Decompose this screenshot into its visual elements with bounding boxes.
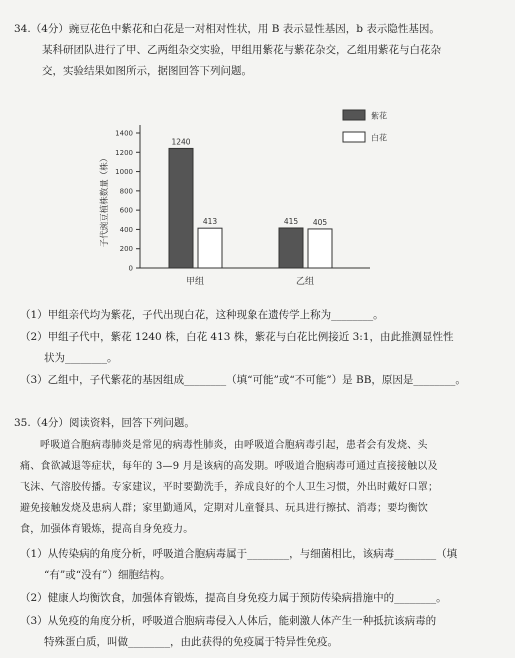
chart-legend <box>343 110 387 143</box>
q35-para-line-4: 避免接触发烧及患病人群；家里勤通风，定期对儿童餐具、玩具进行擦拭、消毒；要均衡饮 <box>20 503 428 514</box>
bar-purple <box>169 148 193 268</box>
q35-para-line-5: 食，加强体育锻炼，提高自身免疫力。 <box>20 524 194 535</box>
legend-label: 白花 <box>371 133 387 143</box>
y-tick-label: 400 <box>119 225 133 234</box>
y-tick-label: 0 <box>128 264 133 273</box>
y-tick-label: 1000 <box>115 168 133 177</box>
q35-para-line-2: 痛、食欲减退等症状，每年的 3—9 月是该病的高发期。呼吸道合胞病毒可通过直接接触以及 <box>20 461 438 472</box>
bar-white <box>198 228 222 268</box>
q34-sub-1: （1）甲组亲代均为紫花，子代出现白花，这种现象在遗传学上称为________。 <box>20 309 384 321</box>
x-tick-label: 甲组 <box>185 277 205 287</box>
bar-purple <box>279 228 303 268</box>
y-tick-label: 1400 <box>115 129 133 138</box>
q35-sub-1b: “有”或“没有”）细胞结构。 <box>44 569 171 581</box>
q35-para-line-3: 飞沫、气溶胶传播。专家建议，平时要勤洗手，养成良好的个人卫生习惯，外出时戴好口罩； <box>20 482 439 493</box>
legend-swatch <box>343 110 365 120</box>
q35-sub-3b: 特殊蛋白质，叫做________，由此获得的免疫属于特异性免疫。 <box>44 636 338 648</box>
y-tick-label: 600 <box>119 206 133 215</box>
chart-bars <box>169 137 332 268</box>
y-axis-label: 子代豌豆植株数量（株） <box>100 153 110 248</box>
q35-para-line-1: 呼吸道合胞病毒肺炎是常见的病毒性肺炎，由呼吸道合胞病毒引起，患者会有发烧、头 <box>40 440 428 451</box>
bar-value-label: 405 <box>312 217 328 227</box>
y-tick-label: 200 <box>119 245 133 254</box>
bar-chart <box>85 100 435 300</box>
q34-stem-line-2: 某科研团队进行了甲、乙两组杂交实验，甲组用紫花与紫花杂交，乙组用紫花与白花杂 <box>42 44 441 56</box>
q35-title: 35.（4分）阅读资料，回答下列问题。 <box>14 417 195 429</box>
y-tick-label: 800 <box>119 187 133 196</box>
legend-label: 紫花 <box>371 111 387 121</box>
legend-swatch <box>343 132 365 142</box>
bar-value-label: 415 <box>283 216 299 226</box>
q34-sub-2a: （2）甲组子代中，紫花 1240 株，白花 413 株，紫花与白花比例接近 3:1，由此推测显性性 <box>20 331 454 343</box>
q34-sub-3: （3）乙组中，子代紫花的基因组成________（填“可能”或“不可能”）是 BB，原因是________。 <box>20 374 466 386</box>
q34-stem-line-3: 交，实验结果如图所示，据图回答下列问题。 <box>42 65 252 77</box>
bar-value-label: 1240 <box>171 137 191 147</box>
q35-sub-3a: （3）从免疫的角度分析，呼吸道合胞病毒侵入人体后，能刺激人体产生一种抵抗该病毒的 <box>20 615 437 627</box>
y-tick-label: 1200 <box>115 148 133 157</box>
q35-sub-1a: （1）从传染病的角度分析，呼吸道合胞病毒属于________，与细菌相比，该病毒________（填 <box>20 548 458 560</box>
q34-stem-line-1: 34.（4分）豌豆花色中紫花和白花是一对相对性状，用 B 表示显性基因，b 表示隐性基因。 <box>14 23 440 35</box>
q35-sub-2: （2）健康人均衡饮食，加强体育锻炼，提高自身免疫力属于预防传染病措施中的________。 <box>20 592 447 604</box>
bar-white <box>308 229 332 268</box>
q34-sub-2b: 状为________。 <box>44 352 118 364</box>
bar-value-label: 413 <box>202 217 218 227</box>
x-tick-label: 乙组 <box>295 277 315 287</box>
